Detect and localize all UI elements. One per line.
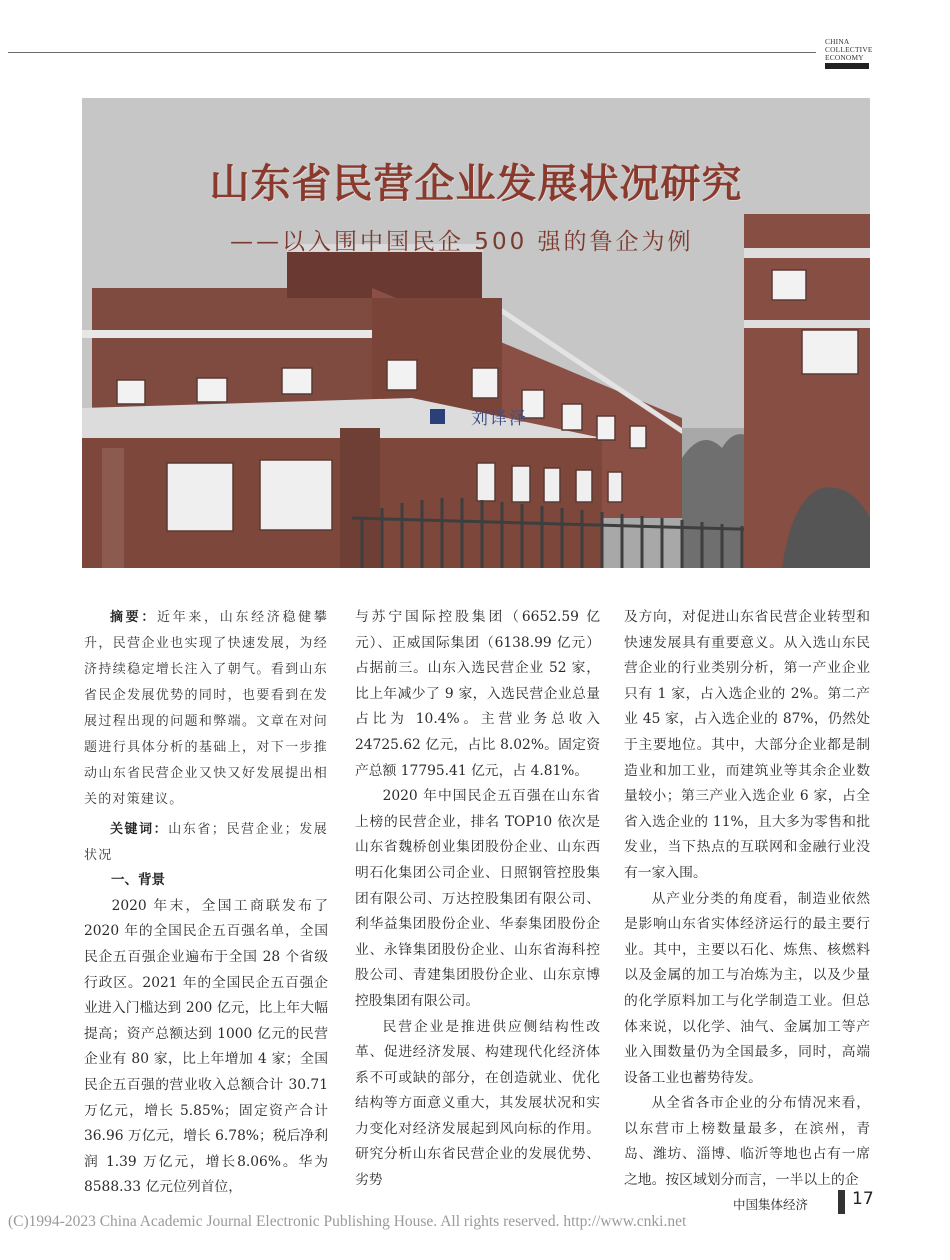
header-bar (825, 63, 869, 69)
header-rule (8, 52, 816, 53)
paragraph: 2020 年中国民企五百强在山东省上榜的民营企业，排名 TOP10 依次是山东省魏桥创业集团股份企业、山东西明石化集团公司企业、日照钢管控股集团有限公司、万达控股集团有限公司、利华益集团股份企业、华泰集团股份企业、永锋集团股份企业、山东省海科控股公司、青建集团股份企业、山东京博控股集团有限公司。 (355, 788, 600, 1009)
paragraph: 从全省各市企业的分布情况来看，以东营市上榜数量最多，在滨州，青岛、潍坊、淄博、临沂等地也占有一席之地。按区域划分而言，一半以上的企 (624, 1095, 870, 1189)
copyright-notice: (C)1994-2023 China Academic Journal Electronic Publishing House. All rights reserved. http://www.cnki.net (8, 1213, 687, 1230)
text-column-1 (84, 605, 328, 1201)
text-column-3 (624, 605, 870, 1194)
footer-bar (838, 1190, 845, 1214)
hero-photo (82, 98, 870, 568)
journal-brand (825, 38, 885, 62)
journal-name: 中国集体经济 (733, 1197, 809, 1212)
article-subtitle: ——以入围中国民企 500 强的鲁企为例 (230, 229, 694, 255)
brand-line: COLLECTIVE (825, 45, 873, 54)
abstract (84, 605, 328, 813)
section-heading: 一、背景 (111, 872, 165, 889)
abstract-text: 近年来，山东经济稳健攀升，民营企业也实现了快速发展，为经济持续稳定增长注入了朝气。看到山东省民企发展优势的同时，也要看到在发展过程出现的问题和弊端。文章在对问题进行具体分析的基础上，对下一步推动山东省民营企业又快又好发展提出相关的对策建议。 (84, 610, 328, 807)
keywords-label: 关键词： (110, 822, 169, 837)
keywords (84, 817, 328, 868)
paragraph: 及方向，对促进山东省民营企业转型和快速发展具有重要意义。从入选山东民营企业的行业类别分析，第一产业企业只有 1 家，占入选企业的 2%。第二产业 45 家，占入选企业的 87%，仍然处于主要地位。其中，大部分企业都是制造业和加工业，而建筑业等其余企业数量较小；第三产业入选企业 6 家，占全省入选企业的 11%，且大多为零售和批发业，当下热点的互联网和金融行业没有一家入围。 (624, 609, 870, 881)
paragraph: 从产业分类的角度看，制造业依然是影响山东省实体经济运行的最主要行业。其中，主要以石化、炼焦、核燃料以及金属的加工与冶炼为主，以及少量的化学原料加工与化学制造工业。但总体来说，以化学、油气、金属加工等产业入围数量仍为全国最多，同时，高端设备工业也蓄势待发。 (624, 890, 870, 1086)
brand-line: ECONOMY (825, 53, 864, 62)
text-column-2 (355, 605, 600, 1194)
keywords-text: 山东省；民营企业；发展状况 (84, 822, 328, 863)
page-number: 17 (852, 1189, 874, 1209)
paragraph: 2020 年末，全国工商联发布了 2020 年的全国民企五百强名单，全国民企五百强企业遍布于全国 28 个省级行政区。2021 年的全国民企五百强企业进入门槛达到 200 亿元，比上年大幅提高；资产总额达到 1000 亿元的民营企业有 80 家，比上年增加 4 家；全国民企五百强的营业收入总额合计 30.71 万亿元，增长 5.85%；固定资产合计 36.96 万亿元，增长 6.78%；税后净利润 1.39 万亿元，增长8.06%。华为 8588.33 亿元位列首位， (84, 897, 328, 1196)
paragraph: 与苏宁国际控股集团（6652.59 亿元）、正威国际集团（6138.99 亿元）占据前三。山东入选民营企业 52 家，比上年减少了 9 家，入选民营企业总量占比为 10.4%。主营业务总收入 24725.62 亿元，占比 8.02%。固定资产总额 17795.41 亿元，占 4.81%。 (355, 609, 600, 779)
author-line (430, 404, 528, 429)
paragraph: 民营企业是推进供应侧结构性改革、促进经济发展、构建现代化经济体系不可或缺的部分，在创造就业、优化结构等方面意义重大，其发展状况和实力变化对经济发展起到风向标的作用。研究分析山东省民营企业的发展优势、劣势 (355, 1018, 600, 1189)
square-bullet-icon (430, 409, 445, 424)
abstract-label: 摘要： (110, 610, 158, 625)
author-name: 刘译泽 (471, 409, 528, 429)
article-title: 山东省民营企业发展状况研究 (209, 160, 743, 207)
brand-line: CHINA (825, 37, 850, 46)
